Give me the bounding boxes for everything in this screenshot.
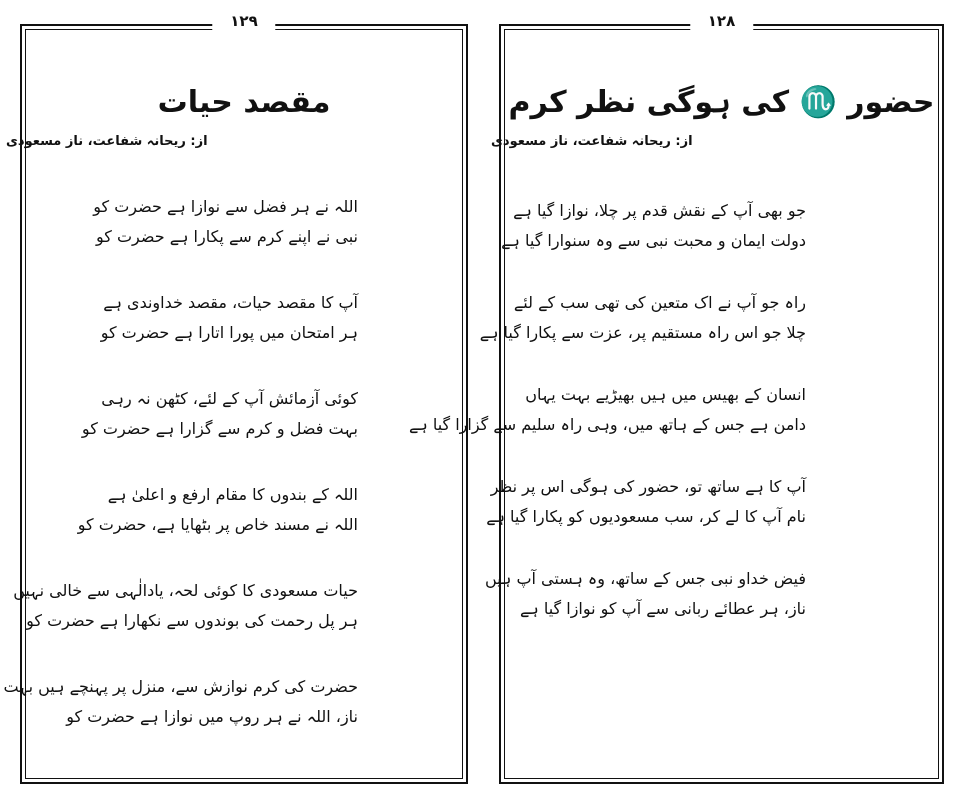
verse-line: دولت ایمان و محبت نبی سے وہ سنوارا گیا ہے bbox=[501, 231, 806, 250]
stanza bbox=[20, 484, 468, 580]
verse-line: ناز، ہر عطائے ربانی سے آپ کو نوازا گیا ہے bbox=[520, 599, 806, 618]
stanza bbox=[486, 476, 944, 568]
verse-line: اللہ نے ہر فضل سے نوازا ہے حضرت کو bbox=[93, 197, 358, 216]
verse-line: دامن ہے جس کے ہاتھ میں، وہی راہ سلیم سے گزارا گیا ہے bbox=[408, 415, 806, 434]
stanza bbox=[499, 200, 944, 292]
verse-line: راہ جو آپ نے اک متعین کی تھی سب کے لئے bbox=[513, 293, 806, 312]
author-byline: از: ریحانہ شفاعت، ناز مسعودی bbox=[491, 134, 693, 149]
stanza bbox=[3, 676, 468, 772]
stanza bbox=[13, 580, 468, 676]
right-page bbox=[408, 10, 944, 784]
poem-body bbox=[3, 196, 468, 772]
honorific-symbol: ♏ bbox=[799, 85, 837, 120]
stanza bbox=[484, 568, 944, 660]
verse-line: بہت فضل و کرم سے گزارا ہے حضرت کو bbox=[81, 419, 358, 438]
verse-line: نبی نے اپنے کرم سے پکارا ہے حضرت کو bbox=[96, 227, 358, 246]
verse-line: جو بھی آپ کے نقش قدم پر چلا، نوازا گیا ہے bbox=[513, 201, 806, 220]
verse-line: آپ کا مقصد حیات، مقصد خداوندی ہے bbox=[103, 293, 358, 312]
verse-line: آپ کا ہے ساتھ تو، حضور کی ہوگی اس پر نظر bbox=[490, 477, 806, 496]
stanza bbox=[20, 388, 468, 484]
verse-line: نام آپ کا لے کر، سب مسعودیوں کو پکارا گیا ہے bbox=[486, 507, 806, 526]
poem-title: مقصد حیات bbox=[157, 85, 331, 120]
poem-body bbox=[408, 200, 944, 660]
poem-title bbox=[499, 85, 944, 120]
page-number: ۱۲۸ bbox=[690, 10, 753, 32]
verse-line: ہر امتحان میں پورا اتارا ہے حضرت کو bbox=[100, 323, 358, 342]
author-byline: از: ریحانہ شفاعت، ناز مسعودی bbox=[6, 134, 208, 149]
stanza bbox=[479, 292, 944, 384]
verse-line: کوئی آزمائش آپ کے لئے، کٹھن نہ رہی bbox=[101, 389, 358, 408]
verse-line: اللہ نے مسند خاص پر بٹھایا ہے، حضرت کو bbox=[77, 515, 358, 534]
verse-line: فیض خداو نبی جس کے ساتھ، وہ ہستی آپ ہیں bbox=[484, 569, 806, 588]
title-end: کی ہوگی نظر کرم bbox=[508, 85, 790, 120]
verse-line: حضرت کی کرم نوازش سے، منزل پر پہنچے ہیں بہت bbox=[3, 677, 358, 696]
stanza bbox=[408, 384, 944, 476]
verse-line: ناز، اللہ نے ہر روپ میں نوازا ہے حضرت کو bbox=[66, 707, 358, 726]
stanza bbox=[20, 292, 468, 388]
stanza bbox=[20, 196, 468, 292]
page-number: ۱۲۹ bbox=[212, 10, 275, 32]
verse-line: ہر پل رحمت کی بوندوں سے نکھارا ہے حضرت کو bbox=[26, 611, 358, 630]
verse-line: اللہ کے بندوں کا مقام ارفع و اعلیٰ ہے bbox=[107, 485, 358, 504]
verse-line: انسان کے بھیس میں ہیں بھیڑیے بہت یہاں bbox=[525, 385, 806, 404]
verse-line: حیات مسعودی کا کوئی لحہ، یادالٰہی سے خالی نہیں bbox=[13, 581, 358, 600]
title-start: حضور bbox=[847, 85, 935, 120]
verse-line: چلا جو اس راہ مستقیم پر، عزت سے پکارا گیا ہے bbox=[479, 323, 806, 342]
left-page bbox=[3, 10, 468, 784]
